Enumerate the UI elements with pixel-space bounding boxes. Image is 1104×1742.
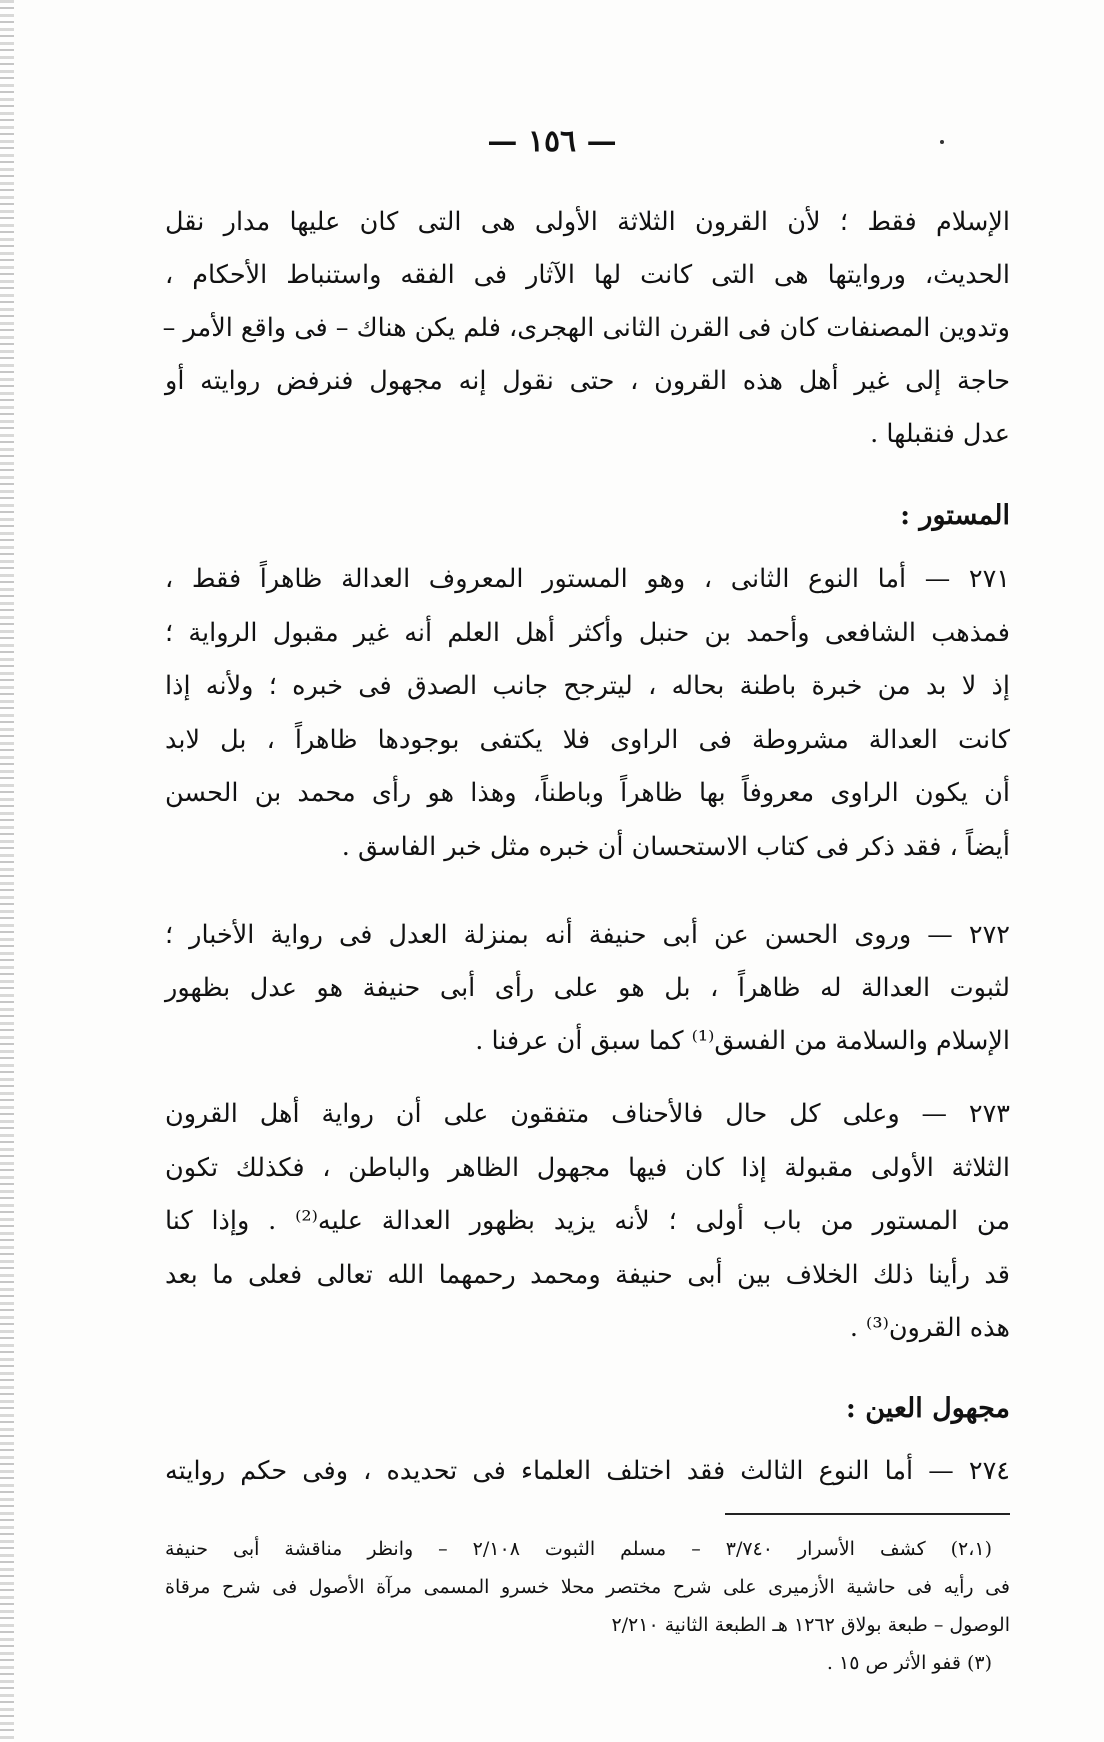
text-line: هذه القرون⁽³⁾ .	[849, 1313, 1010, 1343]
paragraph-274	[165, 1446, 1010, 1496]
page-edge-shadow	[0, 0, 14, 1742]
text-line: وتدوين المصنفات كان فى القرن الثانى الهجرى، فلم يكن هناك – فى واقع الأمر –	[162, 313, 1010, 343]
paragraph-271	[165, 553, 1010, 874]
text-line: ٢٧٣ — وعلى كل حال فالأحناف متفقون على أن رواية أهل القرون	[165, 1099, 1010, 1129]
text-line: أن يكون الراوى معروفاً بها ظاهراً وباطناً، وهذا هو رأى محمد بن الحسن	[165, 778, 1010, 808]
intro-paragraph	[162, 196, 1010, 461]
text-line: من المستور من باب أولى ؛ لأنه يزيد بظهور العدالة عليه⁽²⁾ . وإذا كنا	[165, 1206, 1010, 1236]
footnote-divider	[725, 1513, 1010, 1515]
text-line: قد رأينا ذلك الخلاف بين أبى حنيفة ومحمد رحمهما الله تعالى فعلى ما بعد	[165, 1259, 1010, 1290]
text-line: عدل فنقبلها .	[870, 419, 1010, 449]
footnote-line: فى رأيه فى حاشية الأزميرى على شرح مختصر محلا خسرو المسمى مرآة الأصول فى شرح مرقاة	[165, 1576, 1010, 1598]
footnotes	[165, 1530, 1010, 1682]
footnote-line: (٢،١) كشف الأسرار ٣/٧٤٠ – مسلم الثبوت ٢/١٠٨ – وانظر مناقشة أبى حنيفة	[165, 1538, 992, 1560]
text-line: ٢٧١ — أما النوع الثانى ، وهو المستور المعروف العدالة ظاهراً فقط ،	[165, 564, 1010, 594]
footnote-line: (٣) قفو الأثر ص ١٥ .	[826, 1652, 992, 1674]
text-line: إذ لا بد من خبرة باطنة بحاله ، ليترجح جانب الصدق فى خبره ؛ ولأنه إذا	[165, 671, 1010, 701]
footnote-line: الوصول – طبعة بولاق ١٢٦٢ هـ الطبعة الثانية ٢/٢١٠	[611, 1614, 1010, 1636]
text-line: فمذهب الشافعى وأحمد بن حنبل وأكثر أهل العلم أنه غير مقبول الرواية ؛	[165, 617, 1010, 648]
text-line: ٢٧٢ — وروى الحسن عن أبى حنيفة أنه بمنزلة العدل فى رواية الأخبار ؛	[165, 920, 1010, 950]
text-line: حاجة إلى غير أهل هذه القرون ، حتى نقول إنه مجهول فنرفض روايته أو	[165, 366, 1010, 396]
paragraph-272	[165, 909, 1010, 1068]
text-line: كانت العدالة مشروطة فى الراوى فلا يكتفى بوجودها ظاهراً ، بل لابد	[165, 724, 1010, 755]
section-heading-mastur: المستور :	[900, 500, 1010, 531]
text-line: الثلاثة الأولى مقبولة إذا كان فيها مجهول الظاهر والباطن ، فكذلك تكون	[165, 1152, 1010, 1183]
text-line: أيضاً ، فقد ذكر فى كتاب الاستحسان أن خبره مثل خبر الفاسق .	[341, 831, 1010, 862]
section-heading-majhul-al-ayn: مجهول العين :	[845, 1393, 1010, 1424]
text-line: الإسلام فقط ؛ لأن القرون الثلاثة الأولى هى التى كان عليها مدار نقل	[165, 207, 1010, 237]
text-line: الحديث، وروايتها هى التى كانت لها الآثار فى الفقه واستنباط الأحكام ،	[165, 260, 1010, 290]
paragraph-273	[165, 1088, 1010, 1356]
text-line: الإسلام والسلامة من الفسق⁽¹⁾ كما سبق أن عرفنا .	[475, 1026, 1010, 1056]
text-line: لثبوت العدالة له ظاهراً ، بل هو على رأى أبى حنيفة هو عدل بظهور	[165, 973, 1010, 1003]
page-number: — ١٥٦ —	[487, 124, 617, 159]
text-line: ٢٧٤ — أما النوع الثالث فقد اختلف العلماء فى تحديده ، وفى حكم روايته	[165, 1456, 1010, 1486]
